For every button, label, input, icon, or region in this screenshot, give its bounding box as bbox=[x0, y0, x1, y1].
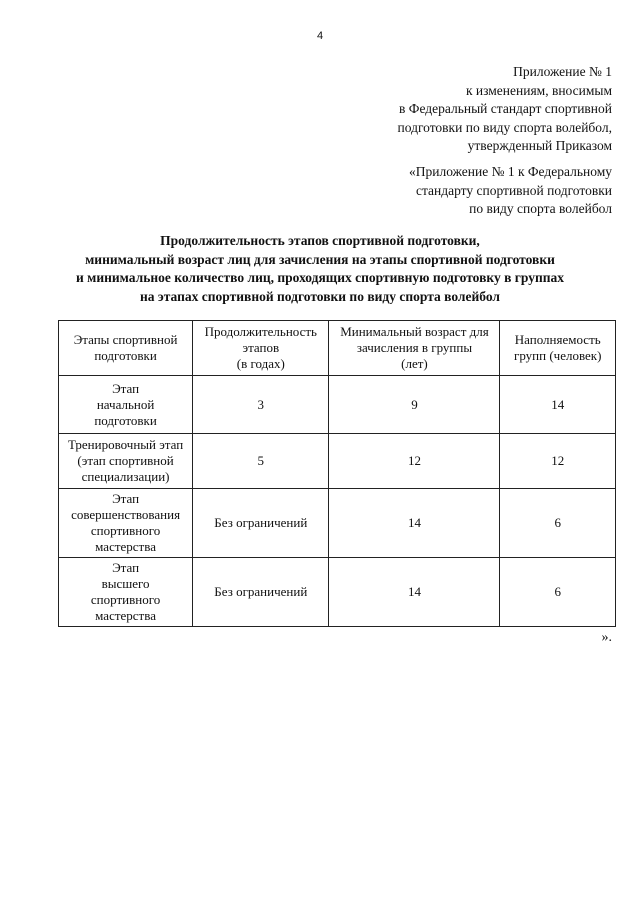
appendix-quote bbox=[409, 163, 612, 219]
table-header-row bbox=[59, 321, 616, 376]
cell-stage bbox=[59, 558, 193, 627]
cell-min-age: 14 bbox=[329, 489, 500, 558]
stage-line: Тренировочный этап bbox=[67, 437, 184, 452]
stage-line: спортивного bbox=[90, 523, 161, 538]
stage-line: Этап bbox=[112, 491, 140, 506]
appendix-quote-line: «Приложение № 1 к Федеральному bbox=[408, 164, 612, 179]
table-row bbox=[59, 376, 616, 434]
cell-duration: Без ограничений bbox=[193, 489, 329, 558]
header-line: зачисления в группы bbox=[356, 340, 473, 355]
appendix-header-line: в Федеральный стандарт спортивной bbox=[399, 101, 612, 116]
header-line: Этапы спортивной bbox=[73, 332, 178, 347]
cell-duration: 5 bbox=[193, 434, 329, 489]
cell-duration: Без ограничений bbox=[193, 558, 329, 627]
table-row bbox=[59, 558, 616, 627]
cell-stage bbox=[59, 434, 193, 489]
stage-line: мастерства bbox=[95, 608, 156, 623]
appendix-quote-line: стандарту спортивной подготовки bbox=[415, 182, 612, 198]
cell-group-size: 6 bbox=[500, 558, 616, 627]
stage-line: (этап спортивной bbox=[77, 453, 174, 468]
cell-min-age: 12 bbox=[329, 434, 500, 489]
header-line: подготовки bbox=[94, 348, 157, 363]
document-title-line: на этапах спортивной подготовки по виду спорта волейбол bbox=[140, 288, 500, 304]
cell-group-size: 12 bbox=[500, 434, 616, 489]
header-line: Минимальный возраст для bbox=[340, 324, 489, 339]
header-duration bbox=[193, 321, 329, 376]
cell-group-size: 6 bbox=[500, 489, 616, 558]
header-line: групп (человек) bbox=[514, 348, 602, 363]
stage-line: подготовки bbox=[94, 412, 157, 428]
stage-line: мастерства bbox=[95, 539, 156, 554]
header-group-size bbox=[500, 321, 616, 376]
stage-line: начальной bbox=[96, 396, 155, 412]
cell-group-size: 14 bbox=[500, 376, 616, 434]
cell-duration: 3 bbox=[193, 376, 329, 434]
cell-stage bbox=[59, 376, 193, 434]
header-line: Наполняемость bbox=[514, 332, 601, 347]
document-title-line: Продолжительность этапов спортивной подготовки, bbox=[160, 233, 480, 248]
table-row bbox=[59, 489, 616, 558]
cell-min-age: 9 bbox=[329, 376, 500, 434]
stages-table bbox=[58, 320, 616, 627]
appendix-header bbox=[397, 63, 612, 156]
table-row bbox=[59, 434, 616, 489]
header-min-age bbox=[329, 321, 500, 376]
header-line: (в годах) bbox=[236, 356, 285, 371]
appendix-header-line: утвержденный Приказом bbox=[467, 138, 612, 153]
closing-quote-mark: ». bbox=[601, 630, 612, 645]
page-number: 4 bbox=[316, 30, 324, 42]
header-line: (лет) bbox=[401, 356, 428, 371]
document-title-line: минимальный возраст лиц для зачисления на этапы спортивной подготовки bbox=[85, 251, 555, 267]
document-title-line: и минимальное количество лиц, проходящих спортивную подготовку в группах bbox=[75, 270, 565, 285]
appendix-header-line: к изменениям, вносимым bbox=[465, 82, 612, 98]
stage-line: спортивного bbox=[90, 592, 161, 607]
stage-line: высшего bbox=[101, 576, 150, 591]
stage-line: Этап bbox=[112, 380, 140, 396]
stage-line: Этап bbox=[112, 560, 140, 575]
cell-stage bbox=[59, 489, 193, 558]
cell-min-age: 14 bbox=[329, 558, 500, 627]
header-line: Продолжительность bbox=[204, 324, 317, 339]
header-stage bbox=[59, 321, 193, 376]
appendix-quote-line: по виду спорта волейбол bbox=[469, 201, 612, 216]
stage-line: специализации) bbox=[81, 469, 170, 484]
appendix-header-line: подготовки по виду спорта волейбол, bbox=[397, 119, 612, 135]
appendix-header-line: Приложение № 1 bbox=[513, 64, 612, 79]
document-title bbox=[0, 232, 640, 306]
stage-line: совершенствования bbox=[71, 507, 181, 522]
header-line: этапов bbox=[242, 340, 280, 355]
